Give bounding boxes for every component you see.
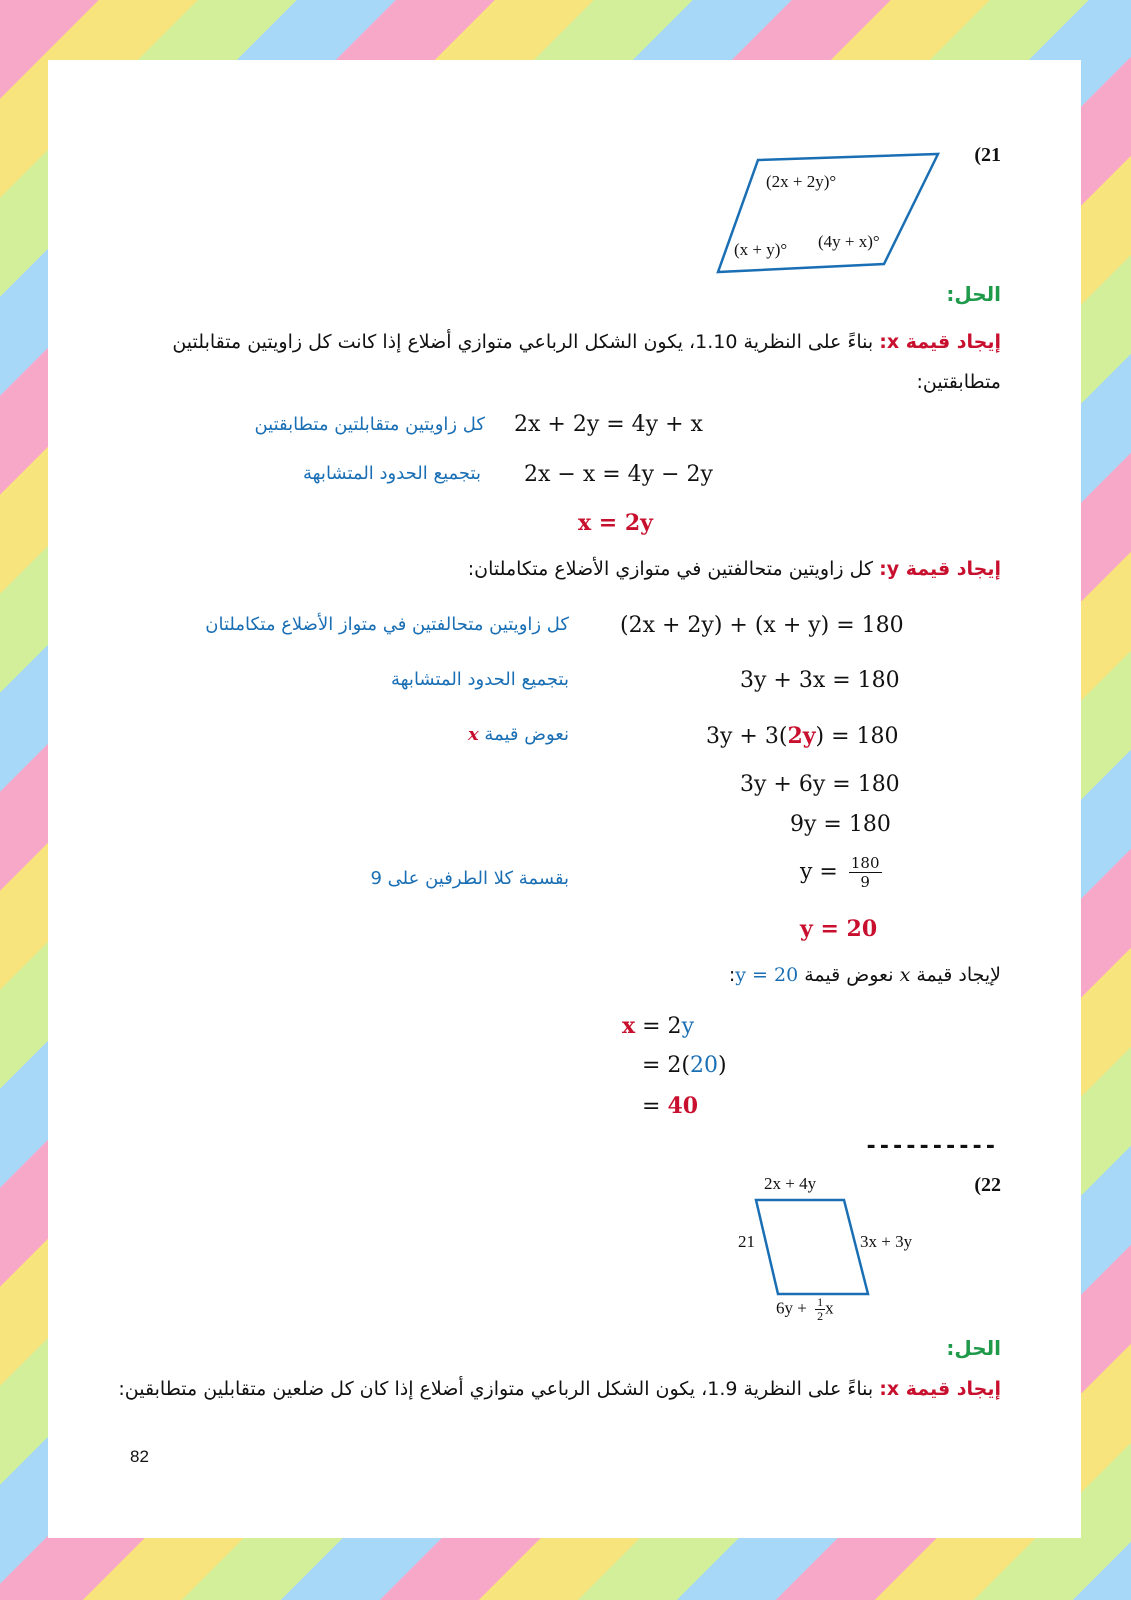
y-step-3-part-c: ) = 180 [815,724,899,749]
side-bottom-b: x [825,1298,834,1318]
x-step-2-equation: 2x − x = 4y − 2y [524,462,713,487]
problem-number-21: (21 [974,144,1001,166]
find-x-label: إيجاد قيمة x: [879,331,1001,353]
substitute-value: y = 20 [735,964,799,986]
find-x-paragraph-2 [118,1378,1001,1400]
substitute-var: x [899,964,911,986]
x-result: x = 2y [578,510,653,536]
angle-label-bottom-right: (4y + x)° [818,232,880,251]
x-final-line-1 [622,1013,694,1039]
y-step-6-lhs: y = [800,859,838,885]
section-separator: ---------- [864,1134,997,1159]
find-x-text-2: بناءً على النظرية 1.9، يكون الشكل الرباعي متوازي أضلاع إذا كان كل ضلعين متقابلين متطابقين: [118,1378,874,1400]
find-y-paragraph [468,558,1001,580]
side-label-top: 2x + 4y [764,1174,817,1193]
solution-label: الحل: [946,282,1001,306]
x-final-var: x [622,1013,636,1039]
solution-label-2: الحل: [946,1336,1001,1360]
find-y-label: إيجاد قيمة y: [879,558,1001,580]
y-step-3-note [468,724,569,745]
x-step-1-note: كل زاويتين متقابلتين متطابقتين [254,414,485,435]
find-x-paragraph [151,322,1001,402]
side-label-right: 3x + 3y [860,1232,913,1251]
substitute-paragraph [729,964,1001,986]
y-step-3-part-a: 3y + 3( [706,724,788,749]
x-final-line-3-eq: = [642,1094,661,1119]
side-bottom-a: 6y + [776,1298,807,1318]
y-result: y = 20 [800,916,878,942]
y-step-3-substituted: 2y [787,723,816,749]
y-step-6-note: بقسمة كلا الطرفين على 9 [370,868,569,889]
y-step-2-note: بتجميع الحدود المتشابهة [390,669,569,690]
y-step-4-equation: 3y + 6y = 180 [740,772,900,797]
side-bottom-den: 2 [817,1309,824,1323]
y-step-1-equation: (2x + 2y) + (x + y) = 180 [620,613,904,638]
find-y-text: كل زاويتين متحالفتين في متوازي الأضلاع متكاملتان: [467,558,874,580]
y-step-2-equation: 3y + 3x = 180 [740,668,900,693]
x-final-line-2 [642,1053,727,1078]
substitute-prefix: لإيجاد قيمة [916,964,1001,986]
y-step-5-equation: 9y = 180 [790,812,891,837]
x-final-line-1-rest: = 2 [642,1014,682,1039]
substitute-middle: نعوض قيمة [804,964,894,986]
angle-label-top: (2x + 2y)° [766,172,837,191]
side-label-left: 21 [738,1232,755,1251]
y-step-3-equation [706,723,899,749]
find-x-label-2: إيجاد قيمة x: [879,1378,1001,1400]
x-final-line-2-c: ) [718,1053,727,1078]
substitute-suffix: : [728,964,736,986]
parallelogram-figure-22 [748,1190,878,1300]
side-label-bottom [776,1296,834,1323]
x-final-line-3 [642,1093,698,1119]
side-bottom-num: 1 [817,1295,824,1309]
fraction-denominator: 9 [860,873,870,891]
x-step-1-equation: 2x + 2y = 4y + x [514,412,703,437]
find-x-text: بناءً على النظرية 1.10، يكون الشكل الرباعي متوازي أضلاع إذا كانت كل زاويتين متقابلتين متطابقتين: [172,331,1001,393]
y-step-3-note-var: x [467,724,479,745]
y-step-1-note: كل زاويتين متحالفتين في متواز الأضلاع متكاملتان [205,614,569,635]
fraction-numerator: 180 [850,854,880,872]
x-final-line-1-y: y [681,1014,694,1039]
y-step-6-fraction [849,854,882,891]
x-final-line-2-b: 20 [690,1053,719,1078]
page-number: 82 [130,1447,149,1466]
parallelogram-22-shape [756,1200,868,1294]
x-final-result: 40 [667,1093,699,1119]
y-step-6-equation [800,854,882,891]
y-step-3-note-text: نعوض قيمة [484,724,569,745]
side-bottom-fraction [815,1296,825,1323]
x-step-2-note: بتجميع الحدود المتشابهة [302,463,481,484]
angle-label-bottom-left: (x + y)° [734,240,788,259]
page [48,60,1081,1538]
problem-number-22: (22 [974,1174,1001,1196]
x-final-line-2-a: = 2( [642,1053,691,1078]
